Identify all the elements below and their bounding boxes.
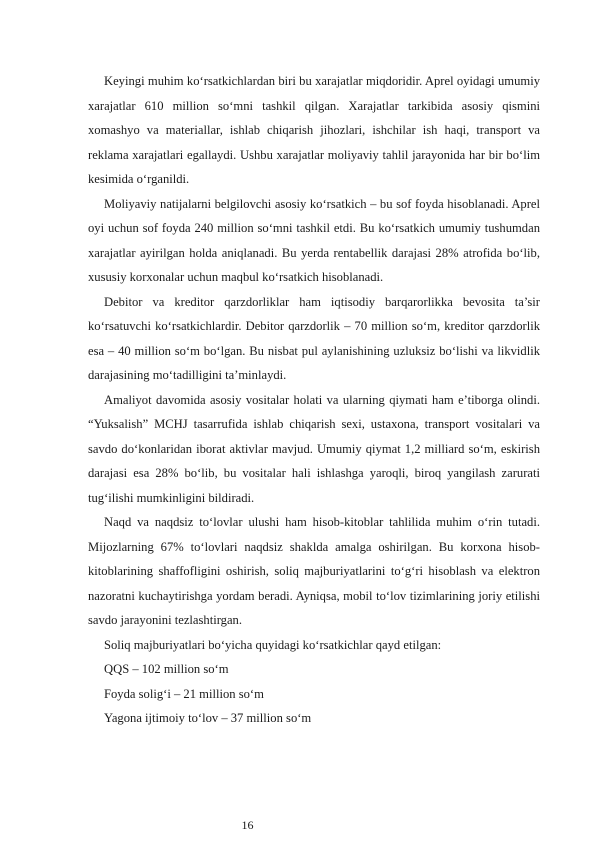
- paragraph-net-profit: Moliyaviy natijalarni belgilovchi asosiy ko‘rsatkich – bu sof foyda hisoblanadi. Aprel oyi uchun sof foyda 240 million so‘mni tashkil etdi. Bu ko‘rsatkich umumiy tushumdan xarajatlar ayirilgan holda aniqlanadi. Bu yerda rentabellik darajasi 28% atrofida bo‘lib, xususiy korxonalar uchun maqbul ko‘rsatkich hisoblanadi.: [88, 196, 540, 284]
- paragraph-payments: Naqd va naqdsiz to‘lovlar ulushi ham hisob-kitoblar tahlilida muhim o‘rin tutadi. Mijozlarning 67% to‘lovlari naqdsiz shaklda amalga oshirilgan. Bu korxona hisob-kitoblarining shaffofligini oshirish, soliq majburiyatlarini to‘g‘ri hisoblash va elektron nazoratni kuchaytirishga yordam beradi. Ayniqsa, mobil to‘lov tizimlarining joriy etilishi savdo jarayonini tezlashtirgan.: [88, 515, 540, 627]
- tax-item-vat: QQS – 102 million so‘m: [104, 662, 229, 676]
- tax-item-profit-tax: Foyda solig‘i – 21 million so‘m: [104, 686, 264, 701]
- paragraph-tax-intro: Soliq majburiyatlari bo‘yicha quyidagi ko‘rsatkichlar qayd etilgan:: [104, 637, 442, 652]
- paragraph-expenses: Keyingi muhim ko‘rsatkichlardan biri bu xarajatlar miqdoridir. Aprel oyidagi umumiy xarajatlar 610 million so‘mni tashkil qilgan. Xarajatlar tarkibida asosiy qismini xomashyo va materiallar, ishlab chiqarish jihozlari, ishchilar ish haqi, transport va reklama xarajatlari egallaydi. Ushbu xarajatlar moliyaviy tahlil jarayonida har bir bo‘lim kesimida o‘rganildi.: [88, 74, 540, 186]
- paragraph-receivables-payables: Debitor va kreditor qarzdorliklar ham iqtisodiy barqarorlikka bevosita ta’sir ko‘rsatuvchi ko‘rsatkichlardir. Debitor qarzdorlik – 70 million so‘m, kreditor qarzdorlik esa – 40 million so‘m bo‘lgan. Bu nisbat pul aylanishining uzluksiz bo‘lishi va likvidlik darajasining mo‘tadilligini ta’minlaydi.: [88, 294, 540, 382]
- page-number: 16: [241, 818, 254, 832]
- tax-item-social-payment: Yagona ijtimoiy to‘lov – 37 million so‘m: [104, 711, 312, 725]
- paragraph-fixed-assets: Amaliyot davomida asosiy vositalar holati va ularning qiymati ham e’tiborga olindi. “Yuksalish” MCHJ tasarrufida ishlab chiqarish sexi, ustaxona, transport vositalari va savdo do‘konlaridan iborat aktivlar mavjud. Umumiy qiymat 1,2 milliard so‘m, eskirish darajasi esa 28% bo‘lib, bu vositalar hali ishlashga yaroqli, biroq yangilash zarurati tug‘ilishi mumkinligini bildiradi.: [88, 392, 540, 505]
- document-page: [88, 69, 540, 731]
